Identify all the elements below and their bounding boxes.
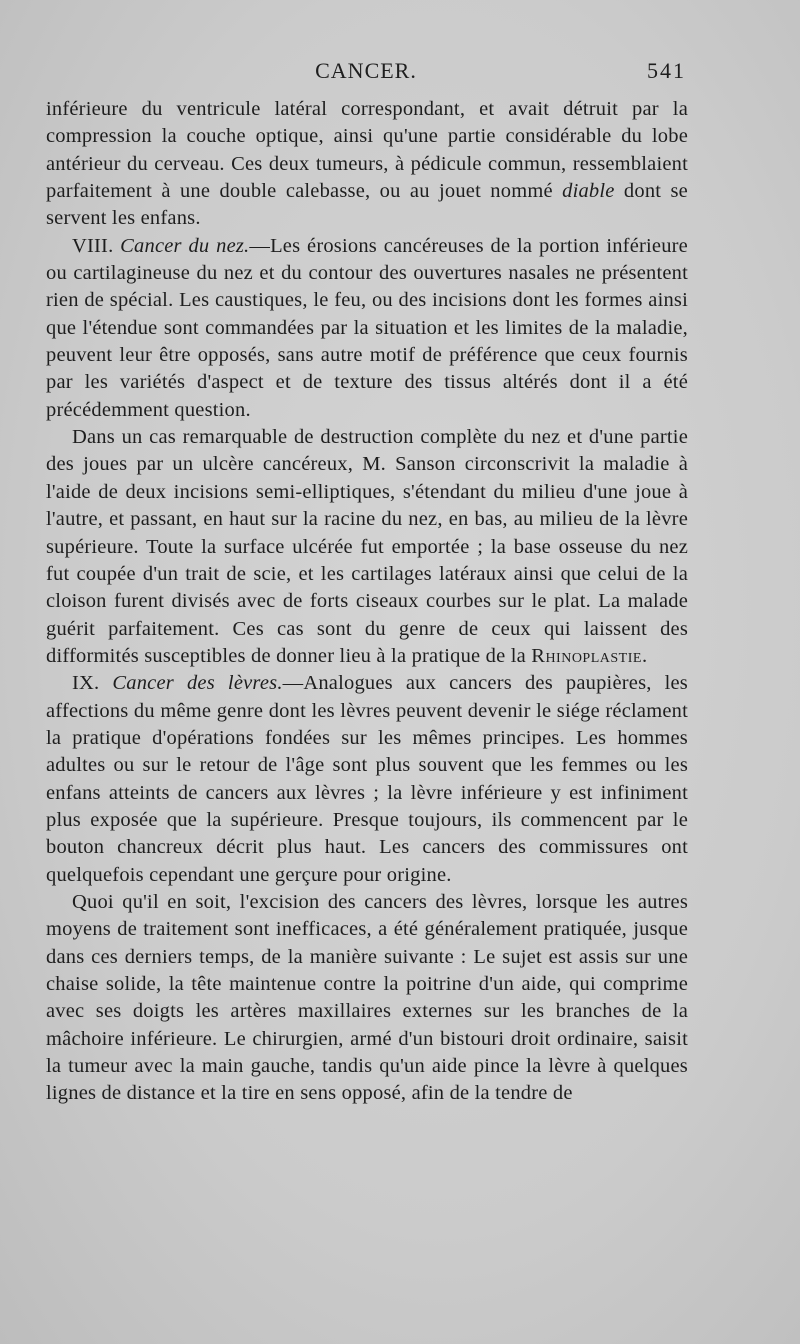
smallcaps-term: Rhinoplastie (531, 644, 642, 667)
section-body: —Analogues aux cancers des paupières, les affections du même genre dont les lèvres peuvent devenir le siége réclament la pratique d'opérations fondées sur les mêmes principes. Les hommes adultes ou sur le retour de l'âge sont plus souvent que les femmes ou les enfans atteints de cancers aux lèvres ; la lèvre inférieure y est infiniment plus exposée que la supérieure. Presque toujours, ils commencent par le bouton chancreux décrit plus haut. Les cancers des commissures ont quelquefois cependant une gerçure pour origine. (46, 672, 688, 886)
paragraph-tail: . (641, 644, 648, 667)
paragraph-continuation (46, 96, 688, 233)
page-number: 541 (647, 58, 686, 83)
section-ix (46, 670, 688, 889)
paragraph-text: Quoi qu'il en soit, l'excision des cancers des lèvres, lorsque les autres moyens de traitement sont inefficaces, a été généralement pratiquée, jusque dans ces derniers temps, de la manière suivante : Le sujet est assis sur une chaise solide, la tête maintenue contre la poitrine d'un aide, qui comprime avec ses doigts les artères maxillaires externes sur les branches de la mâchoire inférieure. Le chirurgien, armé d'un bistouri droit ordinaire, saisit la tumeur avec la main gauche, tandis qu'un aide pince la lèvre à quelques lignes de distance et la tire en sens opposé, afin de la tendre de (46, 890, 688, 1105)
paragraph-sanson (46, 424, 688, 670)
section-viii (46, 233, 688, 424)
italic-term: diable (562, 180, 615, 203)
section-body: —Les érosions cancéreuses de la portion inférieure ou cartilagineuse du nez et du contour des ouvertures nasales ne présentent rien de spécial. Les caustiques, le feu, ou des incisions dont les formes ainsi que l'étendue sont commandées par la situation et les limites de la maladie, peuvent leur être opposés, sans autre motif de préférence que ceux fournis par les variétés d'aspect et de texture des tissus altérés dont il a été précédemment question. (46, 234, 688, 421)
section-number: VIII. (72, 234, 114, 257)
section-number: IX. (72, 672, 100, 695)
running-title: CANCER. (315, 58, 417, 83)
paragraph-excision (46, 889, 688, 1108)
section-title: Cancer du nez. (120, 234, 250, 257)
body-text (46, 96, 688, 1108)
paragraph-tail: dont se servent les enfans. (46, 180, 688, 230)
paragraph-text: Dans un cas remarquable de destruction complète du nez et d'une partie des joues par un ulcère cancéreux, M. Sanson circonscrivit la maladie à l'aide de deux incisions semi-elliptiques, s'étendant du milieu d'une joue à l'autre, et passant, en haut sur la racine du nez, en bas, au milieu de la lèvre supérieure. Toute la surface ulcérée fut emportée ; la base osseuse du nez fut coupée d'un trait de scie, et les cartilages latéraux ainsi que celui de la cloison furent divisés avec de forts ciseaux courbes sur le plat. La malade guérit parfaitement. Ces cas sont du genre de ceux qui laissent des difformités susceptibles de donner lieu à la pratique de la (46, 426, 688, 667)
page-header (46, 58, 686, 92)
paragraph-text: inférieure du ventricule latéral correspondant, et avait détruit par la compression la couche optique, ainsi qu'une partie considérable du lobe antérieur du cerveau. Ces deux tumeurs, à pédicule commun, ressemblaient parfaitement à une double calebasse, ou au jouet nommé (46, 98, 688, 203)
section-title: Cancer des lèvres. (112, 672, 283, 695)
